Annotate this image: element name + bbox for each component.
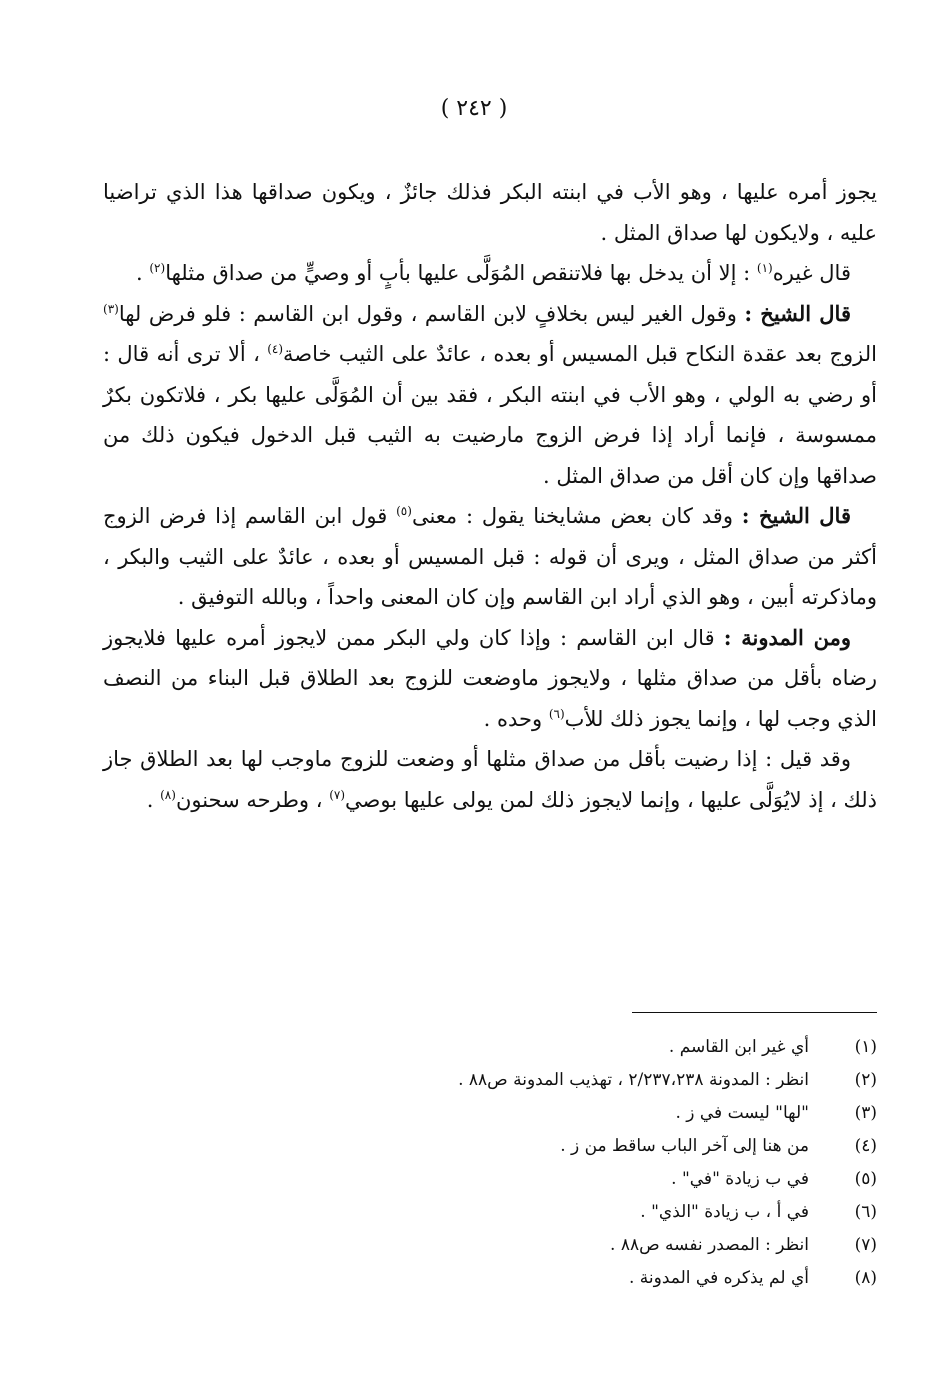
footnote-ref: (١) xyxy=(756,261,773,275)
footnote-6 xyxy=(300,1195,877,1228)
paragraph-text: . xyxy=(146,787,161,812)
footnote-ref: (٧) xyxy=(329,787,346,802)
paragraph-6 xyxy=(103,739,877,820)
footnote-ref: (٥) xyxy=(396,504,412,518)
footnote-2 xyxy=(300,1063,877,1096)
main-text xyxy=(103,172,877,820)
paragraph-text: : إلا أن يدخل بها فلاتنقص المُوَلَّى عليها بأبٍ أو وصيٍّ من صداق مثلها xyxy=(165,261,757,285)
footnote-ref: (٤) xyxy=(267,342,284,356)
paragraph-text: ، وطرحه سحنون xyxy=(175,787,330,812)
footnote-text: أي غير ابن القاسم . xyxy=(668,1036,809,1057)
paragraph-text: . xyxy=(136,261,150,285)
footnote-text: من هنا إلى آخر الباب ساقط من ز . xyxy=(560,1135,809,1156)
paragraph-text: يجوز أمره عليها ، وهو الأب في ابنته البكر فذلك جائزٌ ، ويكون صداقها هذا الذي تراضيا عليه ، ولايكون لها صداق المثل . xyxy=(103,180,877,245)
paragraph-2 xyxy=(103,253,877,294)
footnote-number: (٢) xyxy=(854,1069,877,1090)
footnote-5 xyxy=(300,1162,877,1195)
paragraph-4 xyxy=(103,496,877,618)
paragraph-text: الزوج بعد عقدة النكاح قبل المسيس أو بعده ، عائدٌ على الثيب خاصة xyxy=(283,342,877,366)
paragraph-3 xyxy=(103,294,877,497)
speaker-label: قال الشيخ : xyxy=(741,503,851,528)
footnote-text: انظر : المدونة ٢/٢٣٧،٢٣٨ ، تهذيب المدونة ص٨٨ . xyxy=(458,1069,809,1090)
footnote-8 xyxy=(300,1261,877,1294)
footnote-1 xyxy=(300,1030,877,1063)
paragraph-text: وحده . xyxy=(483,706,549,731)
footnote-number: (٣) xyxy=(854,1102,877,1123)
paragraph-5 xyxy=(103,618,877,740)
footnote-3 xyxy=(300,1096,877,1129)
footnote-7 xyxy=(300,1228,877,1261)
speaker-label: قال الشيخ : xyxy=(744,300,851,326)
footnote-number: (٦) xyxy=(854,1201,877,1222)
footnote-ref: (٣) xyxy=(103,301,119,316)
footnote-number: (٤) xyxy=(854,1135,877,1156)
footnote-text: أي لم يذكره في المدونة . xyxy=(629,1267,809,1288)
speaker-label: ومن المدونة : xyxy=(723,624,851,650)
footnote-text: انظر : المصدر نفسه ص٨٨ . xyxy=(610,1234,809,1255)
paragraph-text: قال ابن القاسم : وإذا كان ولي البكر ممن لايجوز أمره عليها فلايجوز رضاه بأقل من صداق مثلها ، ولايجوز ماوضعت للزوج بعد الطلاق قبل البناء من النصف الذي وجب لها ، وإنما يجوز ذلك للأب xyxy=(103,625,877,731)
footnote-ref: (٦) xyxy=(548,706,565,721)
paragraph-text: وقول الغير ليس بخلافٍ لابن القاسم ، وقول ابن القاسم : فلو فرض لها xyxy=(118,301,745,326)
paragraph-1 xyxy=(103,172,877,253)
paragraph-text: وقد قيل : إذا رضيت بأقل من صداق مثلها أو وضعت للزوج ماوجب لها بعد الطلاق جاز ذلك ، إذ لايُوَلَّى عليها ، وإنما لايجوز ذلك لمن يولى عليها بوصي xyxy=(103,747,877,812)
paragraph-text: وقد كان بعض مشايخنا يقول : معنى xyxy=(411,504,742,528)
footnote-number: (٥) xyxy=(854,1168,877,1189)
paragraph-lead: قال غيره xyxy=(772,261,851,285)
footnote-number: (٨) xyxy=(854,1267,877,1288)
footnotes xyxy=(300,1030,877,1294)
footnote-ref: (٢) xyxy=(149,261,166,275)
footnote-text: في أ ، ب زيادة "الذي" . xyxy=(640,1201,809,1222)
footnote-text: في ب زيادة "في" . xyxy=(671,1168,809,1189)
footnote-4 xyxy=(300,1129,877,1162)
footnote-number: (٧) xyxy=(854,1234,877,1255)
footnote-ref: (٨) xyxy=(160,787,176,802)
footnote-text: "لها" ليست في ز . xyxy=(675,1102,809,1123)
page-number: ( ٢٤٢ ) xyxy=(440,96,508,121)
footnote-number: (١) xyxy=(854,1036,877,1057)
footnote-divider xyxy=(632,1012,877,1013)
paragraph-text: قول ابن القاسم إذا فرض الزوج أكثر من صداق المثل ، ويرى أن قوله : قبل المسيس أو بعده ، عائدٌ على الثيب والبكر ، وماذكرته أبين ، وهو الذي أراد ابن القاسم وإن كان المعنى واحداً ، وبالله التوفيق . xyxy=(103,504,877,609)
paragraph-text: ، ألا ترى أنه قال : أو رضي به الولي ، وهو الأب في ابنته البكر ، فقد بين أن المُوَلَّى عليها بكر ، فلاتكون بكرٌ ممسوسة ، فإنما أراد إذا فرض الزوج مارضيت به الثيب قبل الدخول فيكون ذلك من صداقها وإن كان أقل من صداق المثل . xyxy=(103,342,877,488)
